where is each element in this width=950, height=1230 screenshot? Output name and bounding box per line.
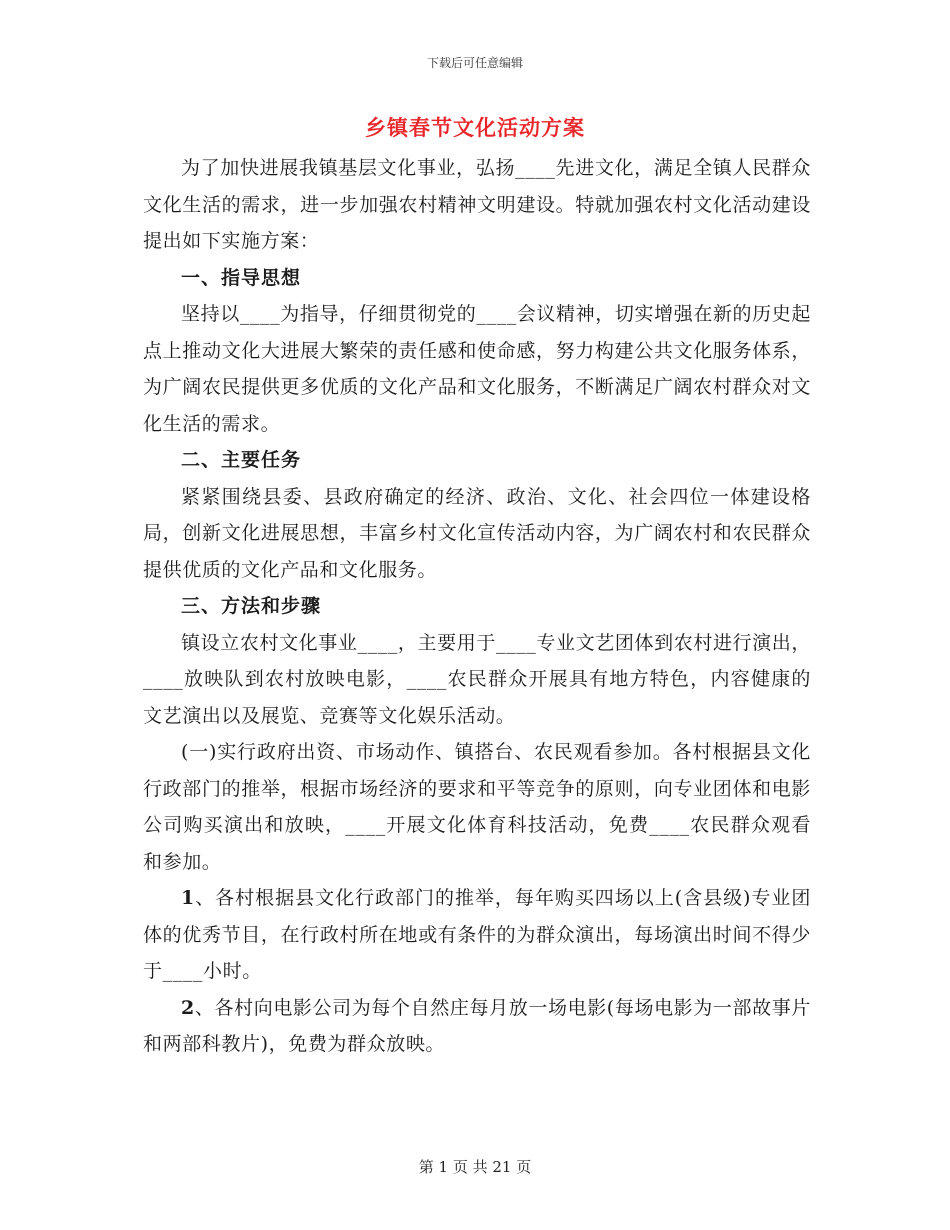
section-heading-guiding-ideology: 一、指导思想 [181, 266, 302, 289]
page-footer: 第 1 页 共 21 页 [418, 1158, 532, 1176]
item-2-number: 2 [181, 996, 195, 1019]
header-note: 下载后可任意编辑 [426, 56, 523, 70]
document-title: 乡镇春节文化活动方案 [365, 115, 585, 140]
methods-steps-paragraph: 镇设立农村文化事业____，主要用于____专业文艺团体到农村进行演出，____放映队到农村放映电影，____农民群众开展具有地方特色，内容健康的文艺演出以及展览、竞赛等文化娱乐活动。 [143, 631, 811, 727]
main-tasks-paragraph: 紧紧围绕县委、县政府确定的经济、政治、文化、社会四位一体建设格局，创新文化进展思想，丰富乡村文化宣传活动内容，为广阔农村和农民群众提供优质的文化产品和文化服务。 [143, 485, 811, 581]
document-body [143, 150, 811, 1063]
item-1-number: 1 [181, 887, 195, 909]
guiding-ideology-paragraph: 坚持以____为指导，仔细贯彻党的____会议精神，切实增强在新的历史起点上推动文化大进展大繁荣的责任感和使命感，努力构建公共文化服务体系，为广阔农民提供更多优质的文化产品和文化服务，不断满足广阔农村群众对文化生活的需求。 [143, 303, 811, 435]
item-2-paragraph [143, 990, 811, 1063]
intro-paragraph: 为了加快进展我镇基层文化事业，弘扬____先进文化，满足全镇人民群众文化生活的需求，进一步加强农村精神文明建设。特就加强农村文化活动建设提出如下实施方案： [143, 157, 811, 252]
item-2-text: 、各村向电影公司为每个自然庄每月放一场电影(每场电影为一部故事片和两部科教片)，免费为群众放映。 [143, 996, 811, 1055]
subsection-one-paragraph: (一)实行政府出资、市场动作、镇搭台、农民观看参加。各村根据县文化行政部门的推举，根据市场经济的要求和平等竞争的原则，向专业团体和电影公司购买演出和放映，____开展文化体育科技活动，免费____农民群众观看和参加。 [143, 741, 811, 873]
section-heading-methods-steps: 三、方法和步骤 [181, 595, 322, 617]
item-1-text: 、各村根据县文化行政部门的推举，每年购买四场以上(含县级)专业团体的优秀节目，在行政村所在地或有条件的为群众演出，每场演出时间不得少于____小时。 [143, 887, 811, 982]
section-heading-main-tasks: 二、主要任务 [181, 449, 302, 471]
item-1-paragraph [143, 880, 811, 990]
